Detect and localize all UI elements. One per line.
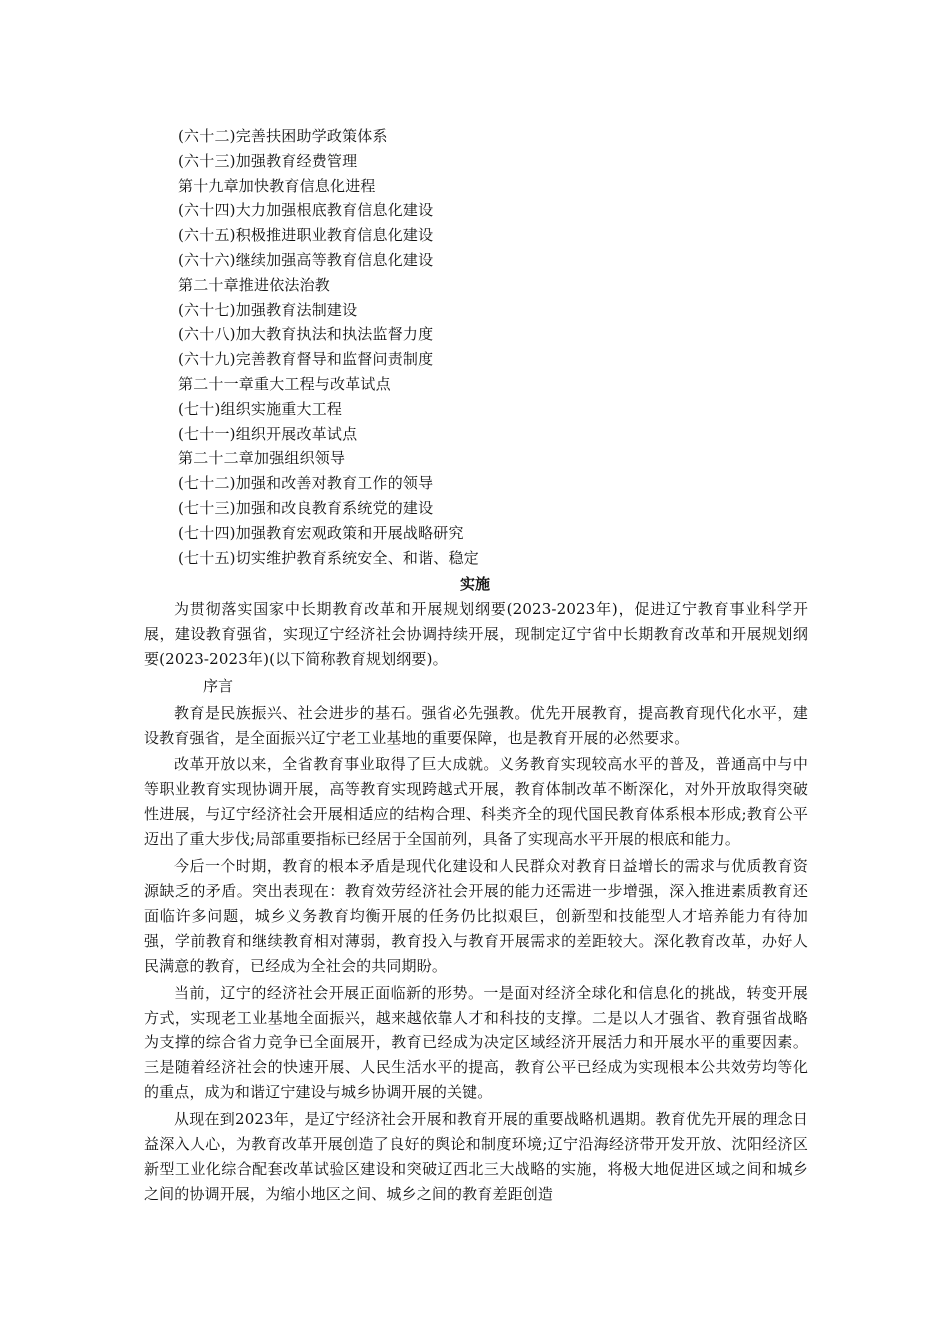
toc-chapter: 第二十章推进依法治教 — [178, 275, 331, 294]
toc-item: (七十五)切实维护教育系统安全、和谐、稳定 — [178, 548, 479, 567]
intro-paragraph: 为贯彻落实国家中长期教育改革和开展规划纲要(2023-2023年)，促进辽宁教育事业科学开展，建设教育强省，实现辽宁经济社会协调持续开展，现制定辽宁省中长期教育改革和开展规划纲要(2023-2023年)(以下简称教育规划纲要)。 — [144, 600, 808, 668]
toc-item: (六十七)加强教育法制建设 — [178, 300, 358, 319]
body-paragraph: 教育是民族振兴、社会进步的基石。强省必先强教。优先开展教育，提高教育现代化水平，建设教育强省，是全面振兴辽宁老工业基地的重要保障，也是教育开展的必然要求。 — [144, 703, 808, 747]
toc-item: (七十)组织实施重大工程 — [178, 399, 343, 418]
body-paragraph: 当前，辽宁的经济社会开展正面临新的形势。一是面对经济全球化和信息化的挑战，转变开展方式，实现老工业基地全面振兴，越来越依靠人才和科技的支撑。二是以人才强省、教育强省战略为支撑的综合省力竞争已全面展开，教育已经成为决定区域经济开展活力和开展水平的重要因素。三是随着经济社会的快速开展、人民生活水平的提高，教育公平已经成为实现根本公共效劳均等化的重点，成为和谐辽宁建设与城乡协调开展的关键。 — [144, 983, 808, 1102]
toc-chapter: 第二十一章重大工程与改革试点 — [178, 374, 391, 393]
toc-item: (七十四)加强教育宏观政策和开展战略研究 — [178, 523, 464, 542]
toc-item: (六十三)加强教育经费管理 — [178, 151, 358, 170]
section-heading: 实施 — [459, 575, 490, 593]
body-paragraph: 改革开放以来，全省教育事业取得了巨大成就。义务教育实现较高水平的普及，普通高中与中等职业教育实现协调开展，高等教育实现跨越式开展，教育体制改革不断深化，对外开放取得突破性进展，与辽宁经济社会开展相适应的结构合理、科类齐全的现代国民教育体系根本形成;教育公平迈出了重大步伐;局部重要指标已经居于全国前列，具备了实现高水平开展的根底和能力。 — [144, 755, 808, 849]
toc-item: (七十一)组织开展改革试点 — [178, 424, 358, 443]
toc-chapter: 第十九章加快教育信息化进程 — [178, 176, 376, 195]
toc-item: (六十二)完善扶困助学政策体系 — [178, 127, 388, 145]
preface-title: 序言 — [203, 676, 234, 695]
toc-item: (六十五)积极推进职业教育信息化建设 — [178, 226, 434, 245]
body-paragraph: 从现在到2023年，是辽宁经济社会开展和教育开展的重要战略机遇期。教育优先开展的理念日益深入人心，为教育改革开展创造了良好的舆论和制度环境;辽宁沿海经济带开发开放、沈阳经济区新型工业化综合配套改革试验区建设和突破辽西北三大战略的实施，将极大地促进区域之间和城乡之间的协调开展，为缩小地区之间、城乡之间的教育差距创造 — [144, 1110, 808, 1203]
toc-item: (六十八)加大教育执法和执法监督力度 — [178, 325, 434, 344]
toc-item: (六十六)继续加强高等教育信息化建设 — [178, 250, 434, 269]
toc-item: (七十三)加强和改良教育系统党的建设 — [178, 498, 434, 517]
toc-item: (六十九)完善教育督导和监督问责制度 — [178, 350, 434, 369]
toc-item: (七十二)加强和改善对教育工作的领导 — [178, 474, 434, 493]
toc-chapter: 第二十二章加强组织领导 — [178, 449, 346, 468]
body-paragraph: 今后一个时期，教育的根本矛盾是现代化建设和人民群众对教育日益增长的需求与优质教育资源缺乏的矛盾。突出表现在：教育效劳经济社会开展的能力还需进一步增强，深入推进素质教育还面临许多问题，城乡义务教育均衡开展的任务仍比拟艰巨，创新型和技能型人才培养能力有待加强，学前教育和继续教育相对薄弱，教育投入与教育开展需求的差距较大。深化教育改革，办好人民满意的教育，已经成为全社会的共同期盼。 — [144, 857, 808, 975]
toc-item: (六十四)大力加强根底教育信息化建设 — [178, 201, 434, 220]
document-body — [144, 597, 808, 1209]
table-of-contents — [178, 124, 818, 570]
